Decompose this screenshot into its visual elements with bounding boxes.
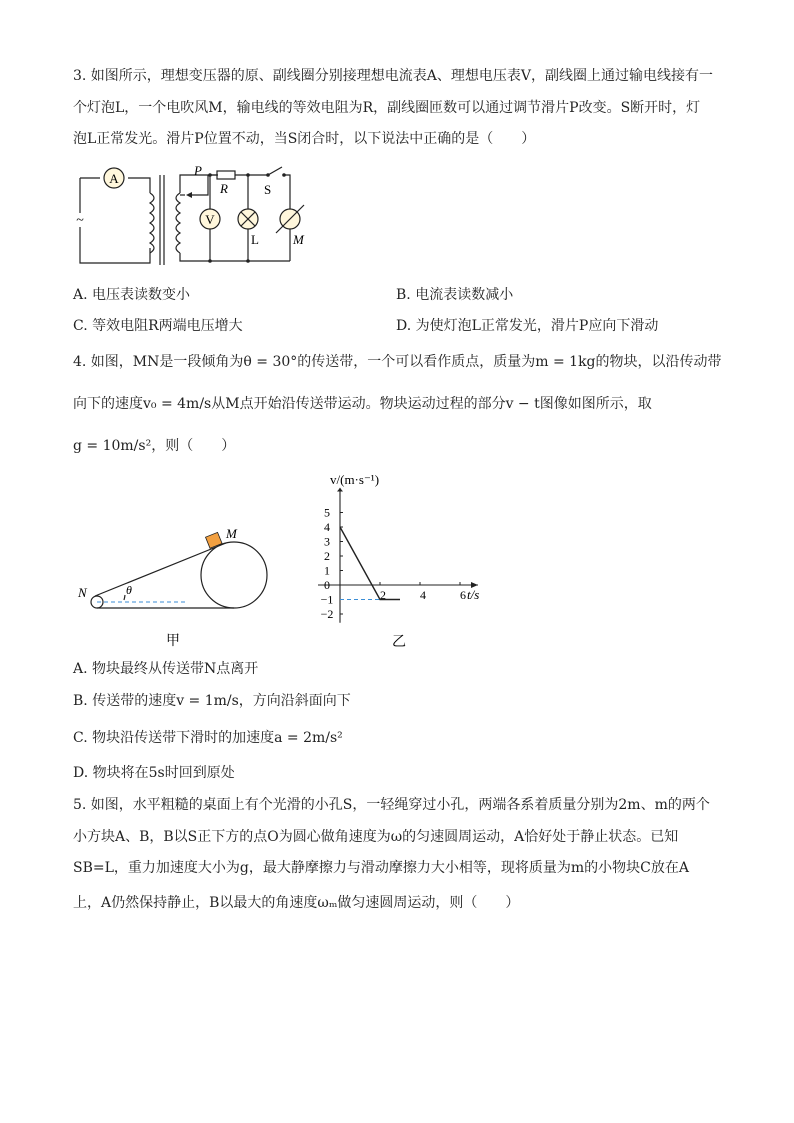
motor-label: M [293, 232, 304, 247]
q5-text-line1: 5. 如图，水平粗糙的桌面上有个光滑的小孔S，一轻绳穿过小孔，两端各系着质量分别为2m、m的两个 [73, 797, 710, 813]
vt-y-tick-label: 3 [324, 534, 330, 549]
ac-source-symbol: ~ [76, 213, 84, 228]
vt-y-tick-label: 0 [324, 578, 330, 592]
slider-label: P [194, 163, 202, 178]
q3-circuit-diagram [70, 163, 310, 273]
q3-option-d: D. 为使灯泡L正常发光，滑片P应向下滑动 [396, 318, 659, 334]
point-m-label: M [226, 526, 237, 541]
q3-text-line3: 泡L正常发光。滑片P位置不动，当S闭合时，以下说法中正确的是（ ） [73, 131, 536, 147]
vt-x-tick-label: 2 [380, 588, 386, 602]
figure-caption-jia: 甲 [166, 634, 180, 649]
vt-x-tick-label: 4 [420, 588, 426, 602]
vt-y-tick-label: 2 [324, 549, 330, 563]
q4-option-d: D. 物块将在5s时回到原处 [73, 765, 235, 781]
q3-text-line1: 3. 如图所示，理想变压器的原、副线圈分别接理想电流表A、理想电压表V，副线圈上通过输电线接有一 [73, 68, 714, 84]
vt-y-tick-label: −1 [320, 592, 334, 607]
vt-series-line [340, 527, 400, 600]
vt-graph [300, 472, 480, 652]
q4-option-c: C. 物块沿传送带下滑时的加速度a = 2m/s² [73, 730, 343, 746]
q4-text-line3: g = 10m/s²，则（ ） [73, 438, 236, 454]
conveyor-belt-diagram [76, 520, 276, 650]
vt-y-axis-label: v/(m·s⁻¹) [330, 472, 380, 488]
vt-y-tick-label: 4 [324, 520, 330, 534]
vt-y-tick-label: 5 [324, 505, 330, 520]
lamp-label: L [251, 232, 259, 247]
point-n-label: N [78, 585, 87, 600]
angle-theta-label: θ [126, 583, 132, 597]
q4-option-a: A. 物块最终从传送带N点离开 [73, 661, 259, 677]
figure-caption-yi: 乙 [392, 635, 406, 650]
q5-text-line2: 小方块A、B，B以S正下方的点O为圆心做角速度为ω的匀速圆周运动，A恰好处于静止状态。已知 [73, 829, 679, 845]
q4-text-line2: 向下的速度v₀ = 4m/s从M点开始沿传送带运动。物块运动过程的部分v − t图像如图所示，取 [73, 396, 652, 412]
vt-y-tick-label: 1 [324, 563, 330, 578]
q4-text-line1: 4. 如图，MN是一段倾角为θ = 30°的传送带，一个可以看作质点，质量为m = 1kg的物块，以沿传动带 [73, 354, 722, 370]
voltmeter-label: V [205, 212, 215, 227]
q3-option-a: A. 电压表读数变小 [73, 287, 191, 303]
q5-text-line3: SB=L，重力加速度大小为g，最大静摩擦力与滑动摩擦力大小相等，现将质量为m的小物块C放在A [73, 860, 689, 876]
q3-option-b: B. 电流表读数减小 [396, 287, 514, 303]
vt-y-axis-arrow [337, 488, 343, 492]
ammeter-label: A [109, 171, 119, 186]
resistor-label: R [220, 181, 228, 196]
q3-option-c: C. 等效电阻R两端电压增大 [73, 318, 243, 334]
switch-label: S [264, 182, 272, 197]
q5-text-line4: 上，A仍然保持静止，B以最大的角速度ωₘ做匀速圆周运动，则（ ） [73, 895, 520, 911]
q3-text-line2: 个灯泡L，一个电吹风M，输电线的等效电阻为R，副线圈匝数可以通过调节滑片P改变。S断开时，灯 [73, 100, 701, 116]
vt-x-axis-label: t/s [467, 587, 480, 602]
vt-y-tick-label: −2 [320, 607, 334, 621]
vt-x-tick-label: 6 [460, 588, 466, 602]
q4-option-b: B. 传送带的速度v = 1m/s，方向沿斜面向下 [73, 693, 351, 709]
